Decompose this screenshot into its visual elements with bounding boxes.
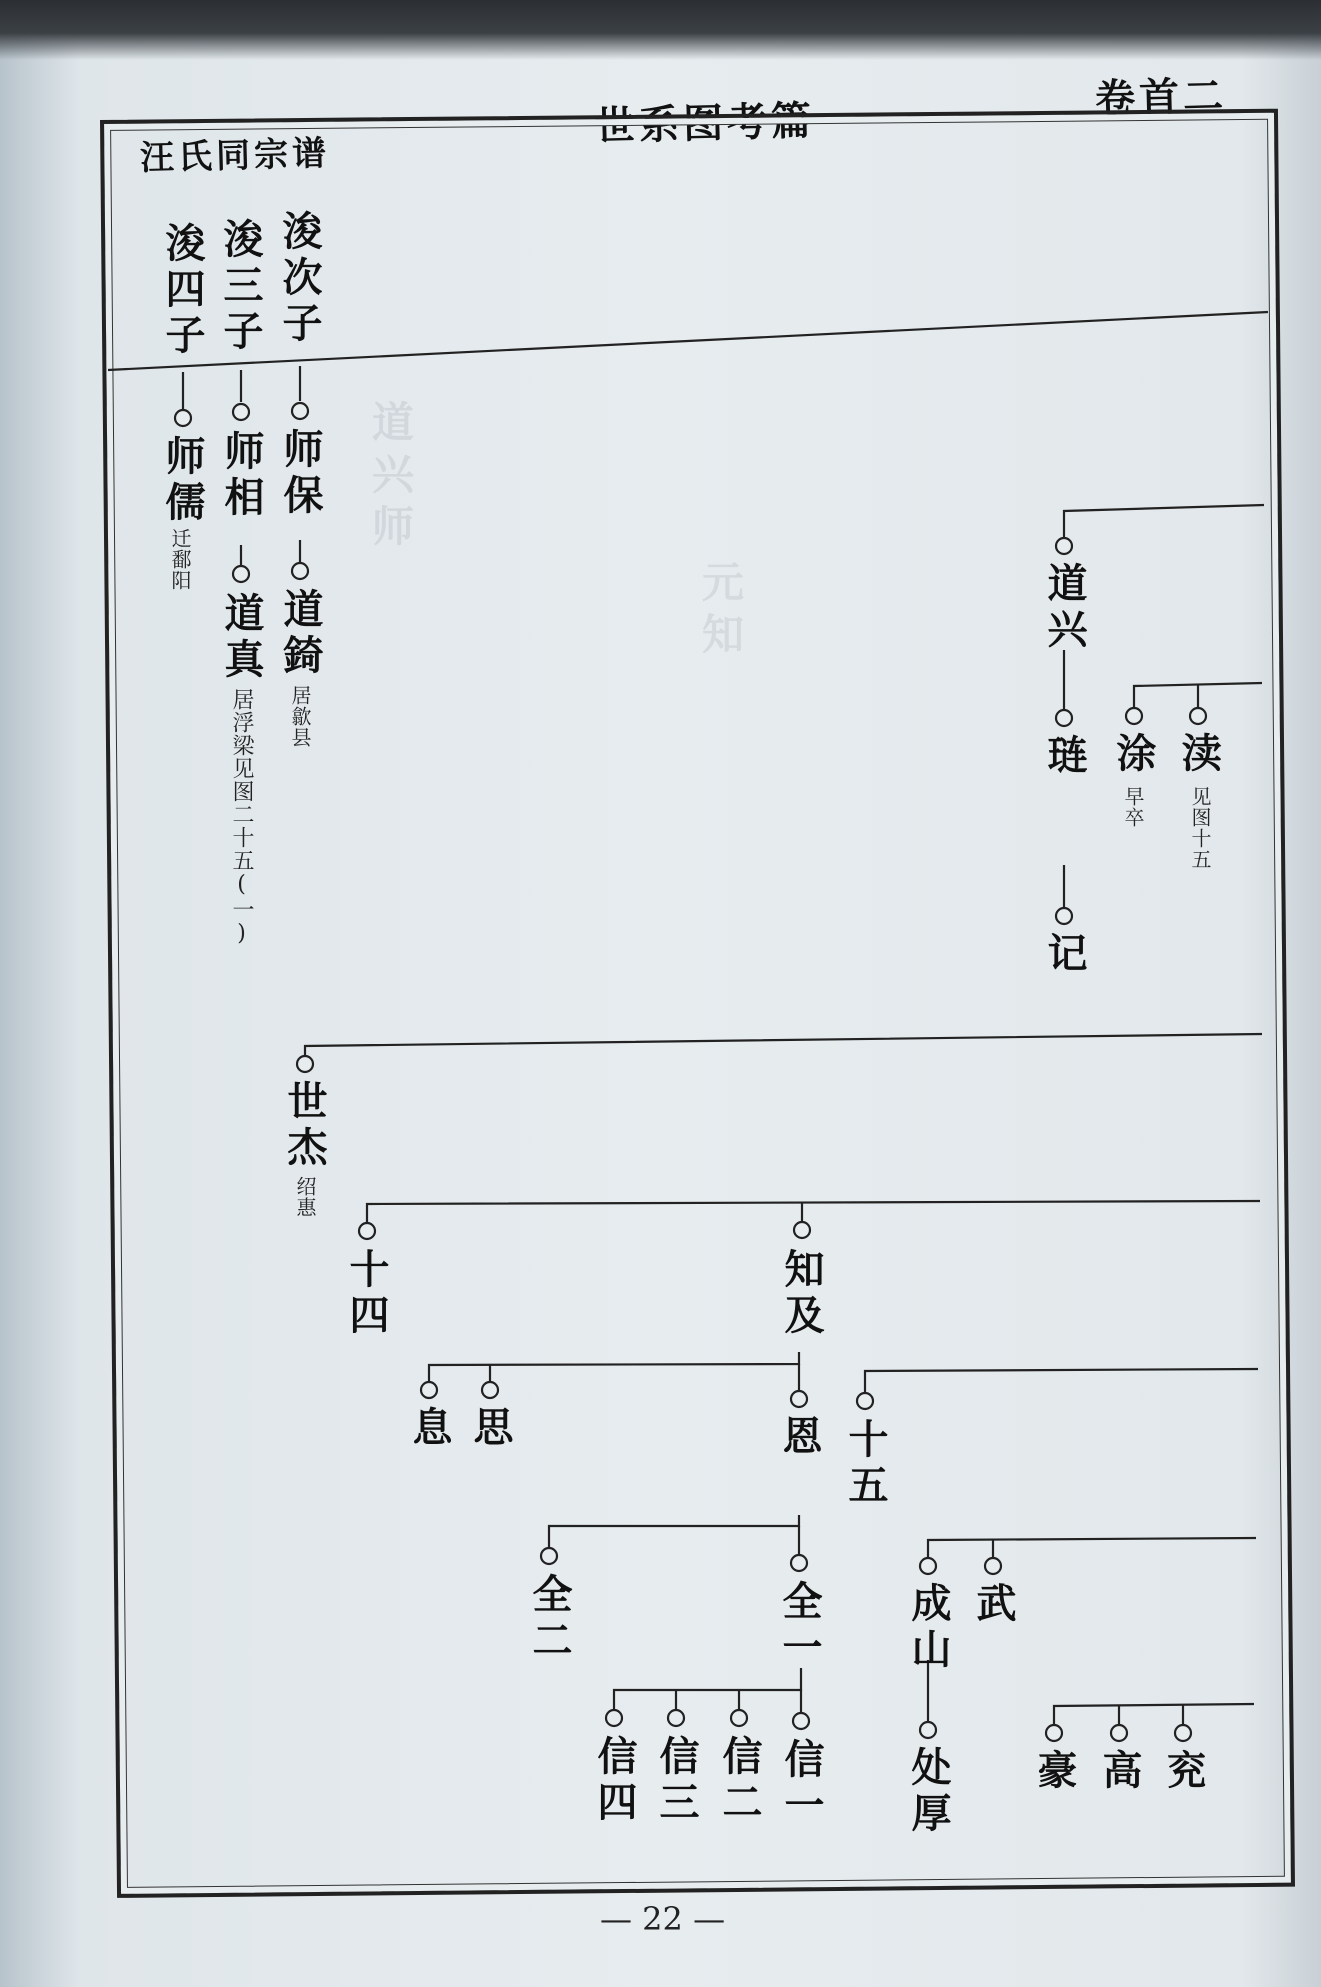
header-center-title: 世系图考篇 — [594, 97, 816, 150]
note-daozhen: 居浮梁见图二十五(一) — [229, 688, 254, 947]
top-label-jun-third-son: 浚三子 — [217, 218, 264, 356]
person-shijie: 世杰 — [281, 1080, 328, 1172]
person-ji: 记 — [1041, 932, 1088, 978]
person-xiner: 信二 — [716, 1735, 763, 1827]
person-quaner: 全二 — [526, 1573, 573, 1665]
person-daoqi: 道錡 — [277, 588, 324, 680]
person-shiwu: 十五 — [842, 1418, 889, 1510]
person-xinsi: 信四 — [591, 1735, 638, 1827]
person-quanyi: 全一 — [776, 1580, 823, 1672]
person-lian: 琏 — [1041, 734, 1088, 780]
top-label-jun-second-son: 浚次子 — [276, 210, 323, 348]
person-gao: 高 — [1096, 1749, 1143, 1795]
header-right-title: 卷首二 — [1094, 72, 1228, 123]
person-shibao: 师保 — [277, 428, 324, 520]
person-shixiang: 师相 — [218, 430, 265, 522]
person-wu: 武 — [970, 1582, 1017, 1628]
header-left-title: 汪氏同宗谱 — [139, 133, 331, 179]
person-en: 恩 — [776, 1415, 823, 1461]
page-number: — 22 — — [600, 1900, 726, 1938]
person-shiru: 师儒 — [159, 435, 206, 527]
bleed-through-text: 道兴师 — [366, 400, 415, 556]
note-shiru: 迁鄱阳 — [168, 528, 192, 591]
person-tu: 涂 — [1110, 732, 1157, 778]
note-shijie: 绍惠 — [293, 1176, 317, 1218]
note-tu: 早卒 — [1121, 786, 1145, 828]
person-yan: 兖 — [1160, 1749, 1207, 1795]
person-shisi: 十四 — [343, 1248, 390, 1340]
top-label-jun-fourth-son: 浚四子 — [159, 222, 206, 360]
person-si: 思 — [467, 1406, 514, 1452]
person-daoxing: 道兴 — [1041, 562, 1088, 654]
person-chuhou: 处厚 — [905, 1746, 952, 1838]
person-du: 渎 — [1175, 732, 1222, 778]
person-daozhen: 道真 — [218, 592, 265, 684]
person-xi: 息 — [406, 1406, 453, 1452]
person-xinsan: 信三 — [653, 1735, 700, 1827]
person-zhiji: 知及 — [778, 1248, 825, 1340]
person-hao: 豪 — [1031, 1749, 1078, 1795]
note-du: 见图十五 — [1188, 786, 1212, 870]
person-xinyi: 信一 — [778, 1738, 825, 1830]
person-chengshan: 成山 — [905, 1582, 952, 1674]
note-daoqi: 居歙县 — [288, 685, 312, 748]
bleed-through-text: 元知 — [696, 560, 745, 664]
